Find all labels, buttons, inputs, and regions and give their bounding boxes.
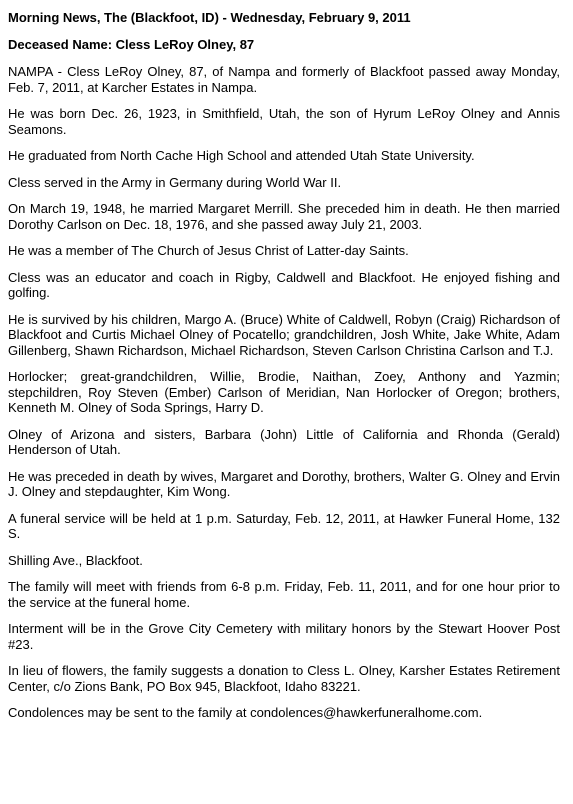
deceased-name-heading: Deceased Name: Cless LeRoy Olney, 87: [8, 37, 255, 52]
obituary-body: [8, 64, 560, 721]
paragraph-intro: NAMPA - Cless LeRoy Olney, 87, of Nampa and formerly of Blackfoot passed away Monday, Feb. 7, 2011, at Karcher Estates in Nampa.: [8, 64, 560, 95]
newspaper-source-heading: Morning News, The (Blackfoot, ID) - Wednesday, February 9, 2011: [8, 10, 411, 25]
paragraph-survivors-continued: Horlocker; great-grandchildren, Willie, Brodie, Naithan, Zoey, Anthony and Yazmin; stepchildren, Roy Steven (Ember) Carlson of Meridian, Nan Horlocker of Oregon; brothers, Kenneth M. Olney of Soda Springs, Harry D.: [8, 369, 560, 415]
paragraph-siblings: Olney of Arizona and sisters, Barbara (John) Little of California and Rhonda (Gerald) Henderson of Utah.: [8, 426, 560, 457]
paragraph-funeral-address: Shilling Ave., Blackfoot.: [8, 552, 143, 568]
paragraph-interment: Interment will be in the Grove City Cemetery with military honors by the Stewart Hoover Post #23.: [8, 621, 560, 652]
paragraph-military: Cless served in the Army in Germany during World War II.: [8, 174, 342, 190]
paragraph-education: He graduated from North Cache High School and attended Utah State University.: [8, 148, 475, 163]
paragraph-visitation: The family will meet with friends from 6-8 p.m. Friday, Feb. 11, 2011, and for one hour prior to the service at the funeral home.: [8, 579, 560, 610]
paragraph-birth: He was born Dec. 26, 1923, in Smithfield, Utah, the son of Hyrum LeRoy Olney and Annis Seamons.: [8, 106, 560, 137]
paragraph-career: Cless was an educator and coach in Rigby, Caldwell and Blackfoot. He enjoyed fishing and golfing.: [8, 269, 560, 300]
paragraph-marriage: On March 19, 1948, he married Margaret Merrill. She preceded him in death. He then married Dorothy Carlson on Dec. 18, 1976, and she passed away July 21, 2003.: [8, 201, 560, 232]
paragraph-condolences: Condolences may be sent to the family at condolences@hawkerfuneralhome.com.: [8, 705, 483, 720]
paragraph-donations: In lieu of flowers, the family suggests a donation to Cless L. Olney, Karsher Estates Retirement Center, c/o Zions Bank, PO Box 945, Blackfoot, Idaho 83221.: [8, 663, 560, 694]
paragraph-funeral: A funeral service will be held at 1 p.m. Saturday, Feb. 12, 2011, at Hawker Funeral Home, 132 S.: [8, 510, 560, 541]
paragraph-preceded: He was preceded in death by wives, Margaret and Dorothy, brothers, Walter G. Olney and Ervin J. Olney and stepdaughter, Kim Wong.: [8, 468, 560, 499]
paragraph-survivors: He is survived by his children, Margo A. (Bruce) White of Caldwell, Robyn (Craig) Richardson of Blackfoot and Curtis Michael Olney of Pocatello; grandchildren, Josh White, Jake White, Adam Gillenberg, Shawn Richardson, Michael Richardson, Steven Carlson Christina Carlson and T.J.: [8, 311, 560, 358]
paragraph-church: He was a member of The Church of Jesus Christ of Latter-day Saints.: [8, 243, 409, 258]
